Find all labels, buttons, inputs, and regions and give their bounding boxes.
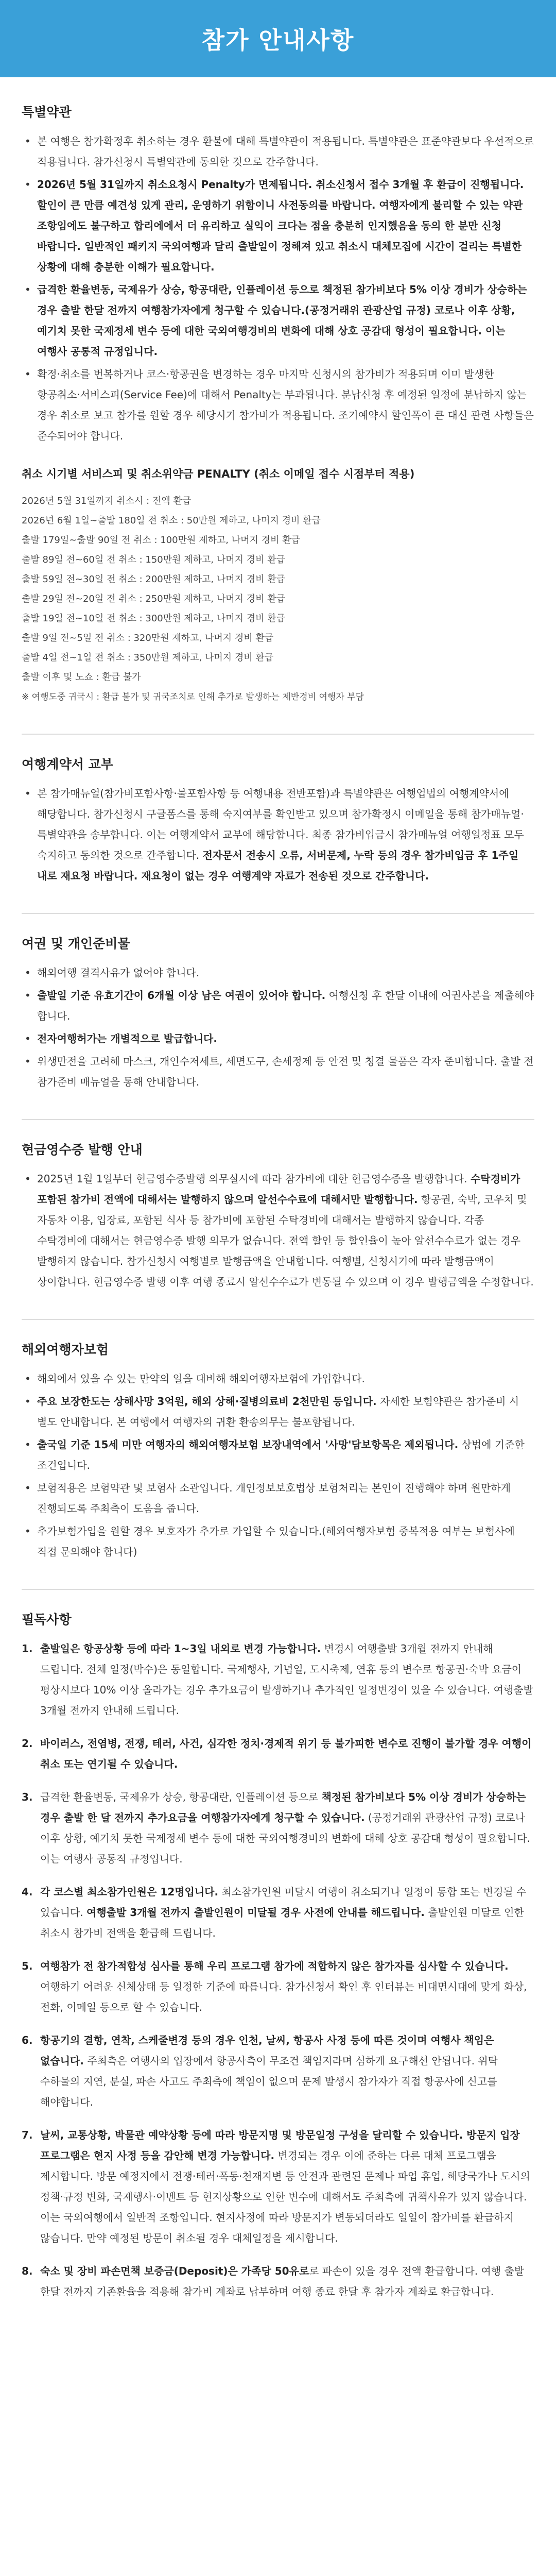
item-text: 여행하기 어려운 신체상태 등 일정한 기준에 따릅니다. 참가신청서 확인 후 인터뷰는 비대면시대에 맞게 화상, 전화, 이메일 등으로 할 수 있습니다. bbox=[40, 1980, 527, 2013]
item-number: 4. bbox=[22, 1886, 33, 1898]
list-item bbox=[22, 1028, 534, 1049]
passport-section bbox=[22, 934, 534, 1092]
bullet-icon: • bbox=[25, 1395, 31, 1408]
list-item bbox=[22, 1478, 534, 1519]
list-item bbox=[22, 364, 534, 446]
item-bold-text: 날씨, 교통상황, 박물관 예약상황 등에 따라 방문지명 및 방문일정 구성을 달리할 수 있습니다. 방문지 입장 프로그램은 현지 사정 등을 감안해 변경 가능합니다. bbox=[40, 2129, 520, 2162]
item-number: 3. bbox=[22, 1791, 33, 1803]
item-bold-text: 숙소 및 장비 파손면책 보증금(Deposit)은 가족당 50유로 bbox=[40, 2265, 309, 2277]
list-item bbox=[22, 783, 534, 886]
must-read-section bbox=[22, 1609, 534, 2302]
numbered-item bbox=[22, 1882, 534, 1943]
insurance-title: 해외여행자보험 bbox=[22, 1342, 109, 1357]
cancel-fee-row: 출발 19일 전~10일 전 취소 : 300만원 제하고, 나머지 경비 환급 bbox=[22, 613, 286, 624]
cancel-fee-note: ※ 여행도중 귀국시 : 환급 불가 및 귀국조치로 인해 추가로 발생하는 제반경비 여행자 부담 bbox=[22, 692, 364, 702]
bullet-icon: • bbox=[25, 178, 31, 191]
item-text: 해외에서 있을 수 있는 만약의 일을 대비해 해외여행자보험에 가입합니다. bbox=[37, 1372, 365, 1385]
special-terms-section bbox=[22, 102, 534, 446]
item-bold-text: 바이러스, 전염병, 전쟁, 테러, 사건, 심각한 정치·경제적 위기 등 불가피한 변수로 진행이 불가할 경우 여행이 취소 또는 연기될 수 있습니다. bbox=[40, 1737, 532, 1770]
insurance-section bbox=[22, 1340, 534, 1562]
must-read-title: 필독사항 bbox=[22, 1612, 72, 1627]
item-text: 상법에 기준한 조건입니다. bbox=[37, 1438, 525, 1471]
numbered-item bbox=[22, 1787, 534, 1869]
bullet-icon: • bbox=[25, 787, 31, 800]
cancel-fee-row: 출발 59일 전~30일 전 취소 : 200만원 제하고, 나머지 경비 환급 bbox=[22, 574, 286, 585]
section-divider bbox=[22, 1589, 534, 1590]
item-text: 2025년 1월 1일부터 현금영수증발행 의무실시에 따라 참가비에 대한 현금영수증을 발행합니다. bbox=[37, 1173, 471, 1185]
item-bold-text: 책정된 참가비보다 5% 이상 경비가 상승하는 경우 출발 한 달 전까지 추가요금을 여행참가자에게 청구할 수 있습니다. bbox=[40, 1791, 526, 1824]
list-item bbox=[22, 1368, 534, 1389]
item-text: 여행신청 후 한달 이내에 여권사본을 제출해야 합니다. bbox=[37, 989, 534, 1022]
item-bold-text: 항공기의 결항, 연착, 스케줄변경 등의 경우 인천, 날씨, 항공사 사정 등에 따른 것이며 여행사 책임은 없습니다. bbox=[40, 2034, 494, 2067]
cancel-fee-row: 2026년 5월 31일까지 취소시 : 전액 환급 bbox=[22, 496, 192, 506]
cancel-fee-row: 출발 179일~출발 90일 전 취소 : 100만원 제하고, 나머지 경비 환급 bbox=[22, 535, 300, 546]
item-text: 로 파손이 있을 경우 전액 환급합니다. 여행 출발 한달 전까지 기존환율을 적용해 참가비 계좌로 납부하며 여행 종료 한달 후 참가자 계좌로 환급합니다. bbox=[40, 2265, 525, 2298]
cancel-fee-row: 출발 9일 전~5일 전 취소 : 320만원 제하고, 나머지 경비 환급 bbox=[22, 633, 274, 643]
cancel-fee-row: 출발 이후 및 노쇼 : 환급 불가 bbox=[22, 672, 141, 683]
item-number: 1. bbox=[22, 1642, 33, 1655]
item-bold-text: 출발일 기준 유효기간이 6개월 이상 남은 여권이 있어야 합니다. bbox=[37, 989, 326, 1002]
receipt-section bbox=[22, 1140, 534, 1292]
cancel-fee-title: 취소 시기별 서비스피 및 취소위약금 PENALTY (취소 이메일 접수 시점부터 적용) bbox=[22, 468, 415, 480]
cancel-fee-row: 출발 89일 전~60일 전 취소 : 150만원 제하고, 나머지 경비 환급 bbox=[22, 554, 286, 565]
page-header bbox=[0, 0, 556, 77]
bullet-icon: • bbox=[25, 135, 31, 147]
cancel-fee-row: 2026년 6월 1일~출발 180일 전 취소 : 50만원 제하고, 나머지 경비 환급 bbox=[22, 515, 321, 526]
item-bold-text: 수탁경비가 포함된 참가비 전액에 대해서는 발행하지 않으며 알선수수료에 대해서만 발행합니다. bbox=[37, 1173, 520, 1206]
item-text: 급격한 환율변동, 국제유가 상승, 항공대란, 인플레이션 등으로 bbox=[40, 1791, 322, 1803]
list-item bbox=[22, 1051, 534, 1092]
list-item bbox=[22, 1521, 534, 1562]
item-bold-text: 출발일은 항공상황 등에 따라 1~3일 내외로 변경 가능합니다. bbox=[40, 1642, 321, 1655]
item-bold-text: 각 코스별 최소참가인원은 12명입니다. bbox=[40, 1886, 219, 1898]
bullet-icon: • bbox=[25, 283, 31, 296]
item-number: 6. bbox=[22, 2034, 33, 2046]
numbered-item bbox=[22, 1638, 534, 1721]
item-text: 본 여행은 참가확정후 취소하는 경우 환불에 대해 특별약관이 적용됩니다. 특별약관은 표준약관보다 우선적으로 적용됩니다. 참가신청시 특별약관에 동의한 것으로 간주합니다. bbox=[37, 135, 534, 168]
item-text: 보험적용은 보험약관 및 보험사 소관입니다. 개인정보보호법상 보험처리는 본인이 진행해야 하며 원만하게 진행되도록 주최측이 도움을 줍니다. bbox=[37, 1482, 511, 1515]
list-item bbox=[22, 1434, 534, 1476]
item-text: 자세한 보험약관은 참가준비 시 별도 안내합니다. 본 여행에서 여행자의 귀환 환송의무는 불포함됩니다. bbox=[37, 1395, 519, 1428]
item-text: 위생만전을 고려해 마스크, 개인수저세트, 세면도구, 손세정제 등 안전 및 청결 물품은 각자 준비합니다. 출발 전 참가준비 매뉴얼을 통해 안내합니다. bbox=[37, 1055, 534, 1088]
cancel-fee-section bbox=[22, 466, 534, 707]
item-text: 출발인원 미달로 인한 취소시 참가비 전액을 환급해 드립니다. bbox=[40, 1906, 524, 1939]
passport-title: 여권 및 개인준비물 bbox=[22, 936, 130, 951]
cancel-fee-row: 출발 29일 전~20일 전 취소 : 250만원 제하고, 나머지 경비 환급 bbox=[22, 594, 286, 604]
bullet-icon: • bbox=[25, 1372, 31, 1385]
list-item bbox=[22, 131, 534, 172]
bullet-icon: • bbox=[25, 1525, 31, 1537]
item-number: 2. bbox=[22, 1737, 33, 1750]
section-divider bbox=[22, 734, 534, 735]
item-bold-text: 급격한 환율변동, 국제유가 상승, 항공대란, 인플레이션 등으로 책정된 참가비보다 5% 이상 경비가 상승하는 경우 출발 한달 전까지 여행참가자에게 청구할 수 있습니다.(공정거래위 관광산업 규정) 코로나 이후 상황, 예기치 못한 국제정세 변수 등에 대한 국외여행경비의 변화에 대해 상호 공감대 형성이 필요합니다. 이는 여행사 공통적 규정입니다. bbox=[37, 283, 527, 358]
item-text: 본 참가매뉴얼(참가비포함사항·불포함사항 등 여행내용 전반포함)과 특별약관은 여행업법의 여행계약서에 해당합니다. 참가신청시 구글폼스를 통해 숙지여부를 확인받고 있으며 참가확정시 이메일을 통해 참가매뉴얼·특별약관을 송부합니다. 이는 여행계약서 교부에 해당합니다. 최종 참가비입금시 참가매뉴얼 여행일정표 모두 숙지하고 동의한 것으로 간주합니다. bbox=[37, 787, 524, 861]
bullet-icon: • bbox=[25, 368, 31, 380]
item-number: 8. bbox=[22, 2265, 33, 2277]
receipt-title: 현금영수증 발행 안내 bbox=[22, 1142, 143, 1157]
list-item bbox=[22, 962, 534, 983]
bullet-icon: • bbox=[25, 967, 31, 979]
item-number: 5. bbox=[22, 1960, 33, 1972]
item-bold-text: 여행참가 전 참가적합성 심사를 통해 우리 프로그램 참가에 적합하지 않은 참가자를 심사할 수 있습니다. bbox=[40, 1960, 509, 1972]
bullet-icon: • bbox=[25, 1032, 31, 1045]
item-text: 확정·취소를 번복하거나 코스·항공권을 변경하는 경우 마지막 신청시의 참가비가 적용되며 이미 발생한 항공취소·서비스피(Service Fee)에 대해서 Penalty는 부과됩니다. 분납신청 후 예정된 일정에 분납하지 않는 경우 취소로 보고 참가를 원할 경우 해당시기 참가비가 적용됩니다. 조기예약시 할인폭이 큰 대신 관련 사항들은 준수되어야 합니다. bbox=[37, 368, 534, 442]
bullet-icon: • bbox=[25, 1438, 31, 1451]
item-bold-text: 출국일 기준 15세 미만 여행자의 해외여행자보험 보장내역에서 '사망'담보항목은 제외됩니다. bbox=[37, 1438, 459, 1451]
item-bold-text: 전자문서 전송시 오류, 서버문제, 누락 등의 경우 참가비입금 후 1주일 내로 재요청 바랍니다. 재요청이 없는 경우 여행계약 자료가 전송된 것으로 간주합니다. bbox=[37, 849, 519, 882]
numbered-item bbox=[22, 2261, 534, 2302]
section-divider bbox=[22, 1319, 534, 1320]
item-text: 항공권, 숙박, 코우치 및 자동차 이용, 입장료, 포함된 식사 등 참가비에 포함된 수탁경비에 대해서는 발행하지 않습니다. 각종 수탁경비에 대해서는 현금영수증 발행 의무가 없습니다. 전액 할인 등 할인율이 높아 알선수수료가 없는 경우 발행하지 않습니다. 참가신청시 여행별로 발행금액을 안내합니다. 여행별, 신청시기에 따라 발행금액이 상이합니다. 현금영수증 발행 이후 여행 종료시 알선수수료가 변동될 수 있으며 이 경우 발행금액을 수정합니다. bbox=[37, 1193, 534, 1288]
item-text: 최소참가인원 미달시 여행이 취소되거나 일정이 통합 또는 변경될 수 있습니다. bbox=[40, 1886, 527, 1919]
numbered-item bbox=[22, 1733, 534, 1774]
item-bold-text: 여행출발 3개월 전까지 출발인원이 미달될 경우 사전에 안내를 해드립니다. bbox=[86, 1906, 425, 1919]
list-item bbox=[22, 1168, 534, 1292]
item-bold-text: 주요 보장한도는 상해사망 3억원, 해외 상해·질병의료비 2천만원 등입니다. bbox=[37, 1395, 377, 1408]
cancel-fee-list bbox=[22, 492, 534, 707]
bullet-icon: • bbox=[25, 1055, 31, 1067]
numbered-item bbox=[22, 2030, 534, 2112]
section-divider bbox=[22, 1119, 534, 1120]
numbered-item bbox=[22, 1956, 534, 2018]
bullet-icon: • bbox=[25, 989, 31, 1002]
list-item bbox=[22, 1391, 534, 1432]
special-terms-title: 특별약관 bbox=[22, 105, 72, 120]
bullet-icon: • bbox=[25, 1173, 31, 1185]
item-text: (공정거래위 관광산업 규정) 코로나 이후 상황, 예기치 못한 국제정세 변수 등에 대한 국외여행경비의 변화에 대해 상호 공감대 형성이 필요합니다. 이는 여행사 공통적 규정입니다. bbox=[40, 1811, 530, 1865]
list-item bbox=[22, 985, 534, 1026]
list-item bbox=[22, 279, 534, 362]
contract-title: 여행계약서 교부 bbox=[22, 757, 113, 772]
numbered-item bbox=[22, 2125, 534, 2248]
item-number: 7. bbox=[22, 2129, 33, 2141]
page-content bbox=[0, 77, 556, 2335]
contract-section bbox=[22, 754, 534, 886]
item-text: 해외여행 결격사유가 없어야 합니다. bbox=[37, 967, 200, 979]
item-bold-text: 전자여행허가는 개별적으로 발급합니다. bbox=[37, 1032, 217, 1045]
item-text: 변경되는 경우 이에 준하는 다른 대체 프로그램을 제시합니다. 방문 예정지에서 전쟁·테러·폭동·천재지변 등 안전과 관련된 문제나 파업 휴업, 해당국가나 도시의 정책·규정 변화, 국제행사·이벤트 등 현지상황으로 인한 변수에 대해서도 주최측에 귀책사유가 있지 않습니다. 이는 국외여행에서 일반적 조항입니다. 현지사정에 따라 방문지가 변동되더라도 일일이 참가비를 환급하지 않습니다. 만약 예정된 방문이 취소될 경우 대체일정을 제시합니다. bbox=[40, 2149, 530, 2244]
item-text: 추가보험가입을 원할 경우 보호자가 추가로 가입할 수 있습니다.(해외여행자보험 중복적용 여부는 보험사에 직접 문의해야 합니다) bbox=[37, 1525, 515, 1558]
list-item bbox=[22, 174, 534, 277]
item-text: 주최측은 여행사의 입장에서 항공사측이 무조건 책임지라며 심하게 요구해선 안됩니다. 위탁 수하물의 지연, 분실, 파손 사고도 주최측에 책임이 없으며 문제 발생시 참가자가 직접 항공사에 신고를 해야합니다. bbox=[40, 2055, 498, 2108]
item-text: 변경시 여행출발 3개월 전까지 안내해 드립니다. 전체 일정(박수)은 동일합니다. 국제행사, 기념일, 도시축제, 연휴 등의 변수로 항공권·숙박 요금이 평상시보다 10% 이상 올라가는 경우 추가요금이 발생하거나 추가적인 일정변경이 있을 수 있습니다. 여행출발 3개월 전까지 안내해 드립니다. bbox=[40, 1642, 533, 1717]
cancel-fee-row: 출발 4일 전~1일 전 취소 : 350만원 제하고, 나머지 경비 환급 bbox=[22, 652, 274, 663]
bullet-icon: • bbox=[25, 1482, 31, 1494]
item-bold-text: 2026년 5월 31일까지 취소요청시 Penalty가 면제됩니다. 취소신청서 접수 3개월 후 환급이 진행됩니다. 할인이 큰 만큼 예견성 있게 관리, 운영하기 위함이니 사전동의를 바랍니다. 여행자에게 불리할 수 있는 약관 조항임에도 불구하고 합리에에서 더 유리하고 실익이 크다는 점을 충분히 인지했음을 동의 한 분만 신청 바랍니다. 일반적인 패키지 국외여행과 달리 출발일이 정해져 있고 취소시 대체모집에 시간이 걸리는 특별한 상황에 대해 충분한 이해가 필요합니다. bbox=[37, 178, 524, 273]
page-title: 참가 안내사항 bbox=[201, 26, 355, 54]
section-divider bbox=[22, 913, 534, 914]
